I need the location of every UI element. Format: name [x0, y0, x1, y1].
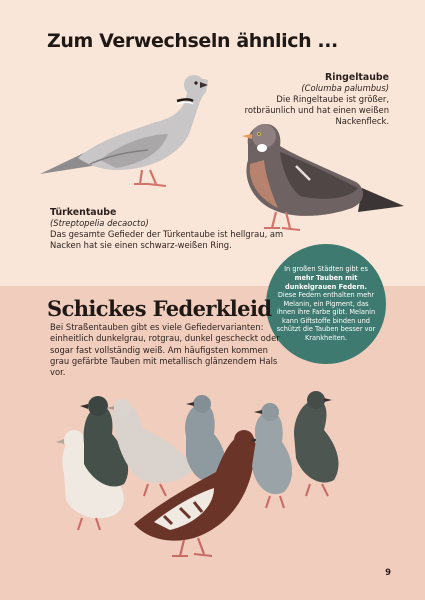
- dark-pigeon-far-right: [294, 391, 339, 496]
- info-circle: [266, 244, 386, 364]
- species-tuerkentaube: [50, 207, 290, 251]
- grey-pigeon-right: [252, 403, 292, 508]
- section-title-plumage: Schickes Federkleid: [47, 296, 272, 321]
- species-name: Türkentaube: [50, 207, 117, 218]
- species-name: Ringeltaube: [325, 72, 389, 83]
- plumage-body-text: Bei Straßentauben gibt es viele Gefiedervarianten: einheitlich dunkelgrau, rotgrau, dunkel gescheckt oder sogar fast vollständig weiß. Am häufigsten kommen grau gefärbte Tauben mit metallisch glänzendem Hals vor.: [50, 322, 280, 378]
- species-description: Die Ringeltaube ist größer, rotbräunlich und hat einen weißen Nackenfleck.: [244, 94, 389, 126]
- info-text-end: Diese Federn enthalten mehr Melanin, ein Pigment, das ihnen ihre Farbe gibt. Melanin kann Giftstoffe binden und schützt die Tauben besser vor Krankheiten.: [276, 291, 376, 343]
- page-number: 9: [385, 568, 391, 578]
- collared-dove-illustration: [38, 70, 208, 192]
- info-text-start: In großen Städten gibt es: [284, 265, 368, 274]
- info-text: [276, 265, 376, 342]
- section-title-lookalikes: Zum Verwechseln ähnlich ...: [47, 30, 338, 52]
- info-text-bold: mehr Tauben mit dunkelgrauen Federn.: [285, 273, 367, 291]
- species-latin-name: (Streptopelia decaocto): [50, 218, 149, 228]
- feral-pigeons-group-illustration: [44, 384, 354, 564]
- species-latin-name: (Columba palumbus): [301, 83, 389, 93]
- species-description: Das gesamte Gefieder der Türkentaube ist hellgrau, am Nacken hat sie einen schwarz-weißen Ring.: [50, 229, 284, 250]
- species-ringeltaube: [239, 72, 389, 127]
